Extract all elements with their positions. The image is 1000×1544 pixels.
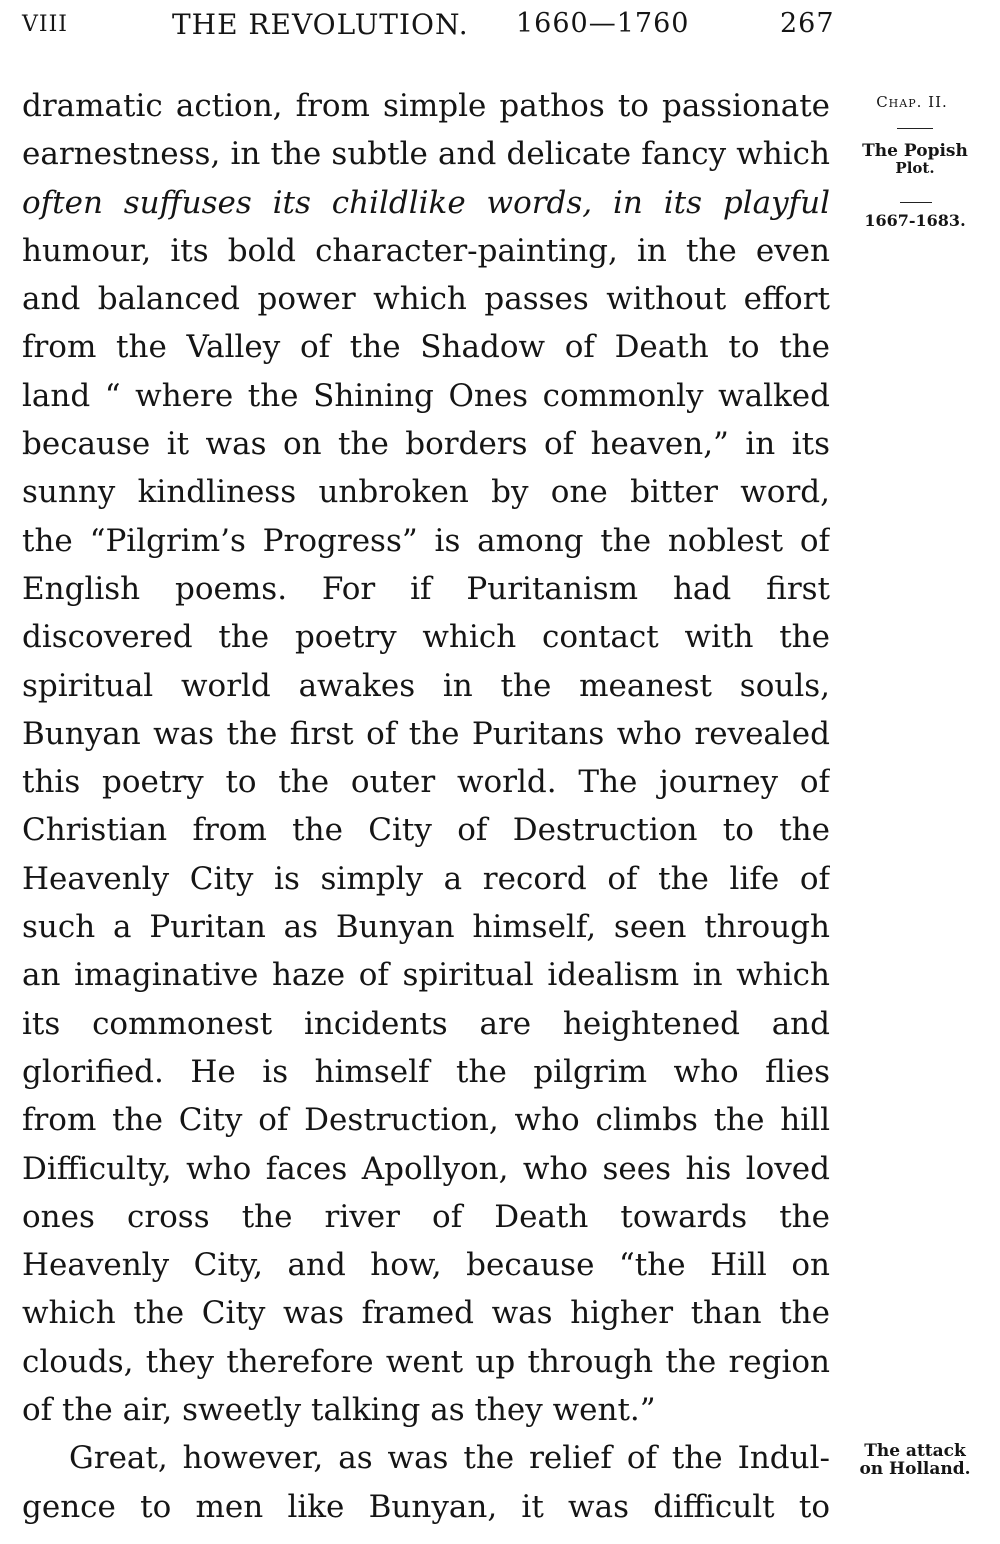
text-line: an imaginative haze of spiritual idealism in which [22,957,830,994]
header-years: 1660—1760 [516,8,690,39]
text-line: Christian from the City of Destruction to the [22,812,830,849]
body-text [22,82,830,1531]
page-number: 267 [780,8,835,39]
running-header [22,8,835,44]
margin-topic [845,143,985,177]
text-line: English poems. For if Puritanism had first [22,570,830,607]
text-line: and balanced power which passes without effort [22,281,830,318]
text-line: spiritual world awakes in the meanest souls, [22,667,830,704]
text-line: from the Valley of the Shadow of Death to the [22,329,830,366]
header-section-number: VIII [22,12,68,37]
text-line: Heavenly City is simply a record of the life of [22,860,830,897]
paragraph-end-line: of the air, sweetly talking as they went.” [22,1392,656,1429]
text-line: Heavenly City, and how, because “the Hill on [22,1247,830,1284]
margin-topic-line: The Popish [862,141,968,161]
text-line: gence to men like Bunyan, it was difficult to [22,1488,830,1525]
text-line: the “Pilgrim’s Progress” is among the noblest of [22,522,830,559]
text-line: this poetry to the outer world. The journey of [22,764,830,801]
text-line: clouds, they therefore went up through the region [22,1343,830,1380]
text-line: sunny kindliness unbroken by one bitter word, [22,474,830,511]
text-line: land “ where the Shining Ones commonly walked [22,377,830,414]
text-line: Difficulty, who faces Apollyon, who sees his loved [22,1150,830,1187]
text-line: earnestness, in the subtle and delicate fancy which [22,136,830,173]
text-line: humour, its bold character-painting, in the even [22,232,830,269]
text-line: glorified. He is himself the pilgrim who flies [22,1053,830,1090]
text-line: dramatic action, from simple pathos to passionate [22,88,830,124]
margin-topic-line: The attack [864,1441,966,1461]
text-line: its commonest incidents are heightened and [22,1005,830,1042]
paragraph-start-line: Great, however, as was the relief of the Indul- [69,1440,830,1477]
text-line: such a Puritan as Bunyan himself, seen through [22,909,830,946]
text-line: because it was on the borders of heaven,” in its [22,426,830,463]
margin-rule [900,202,932,203]
text-line: Bunyan was the first of the Puritans who revealed [22,715,830,752]
text-line-italic: often suffuses its childlike words, in its playful [22,184,830,221]
margin-topic-line: Plot. [895,159,935,177]
margin-topic-attack [845,1442,985,1478]
margin-chapter-label: Chap. II. [876,93,948,111]
text-line: discovered the poetry which contact with the [22,619,830,656]
margin-topic-years: 1667-1683. [864,211,966,230]
header-title: THE REVOLUTION. [172,8,469,41]
margin-rule [897,128,933,129]
text-line: ones cross the river of Death towards the [22,1198,830,1235]
text-line: which the City was framed was higher than the [22,1295,830,1332]
margin-topic-line: on Holland. [859,1459,971,1479]
text-line: from the City of Destruction, who climbs the hill [22,1102,830,1139]
